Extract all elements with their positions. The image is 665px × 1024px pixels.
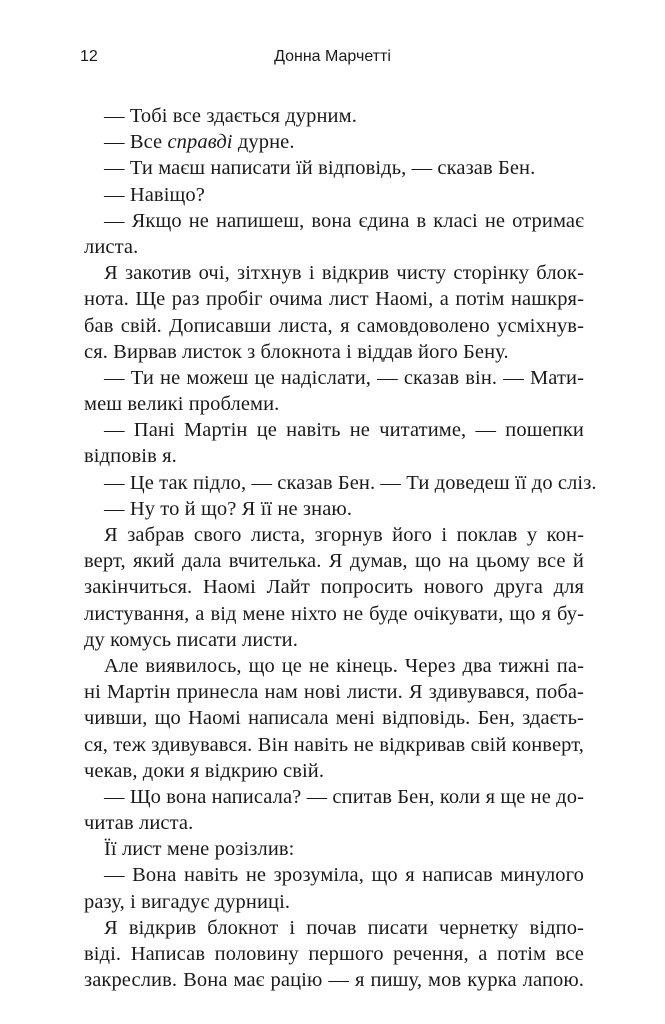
text-line: Я відкрив блокнот і почав писати чернетку відпо-: [104, 916, 584, 939]
text-line: — Ну то й що? Я її не знаю.: [104, 497, 353, 520]
text-line: — Пані Мартін це навіть не читатиме, — пошепки: [104, 419, 584, 442]
text-line: відповів я.: [84, 445, 177, 468]
text-line: меш великі проблеми.: [84, 393, 280, 416]
text-line: ся, теж здивувався. Він навіть не відкривав свій конверт,: [84, 733, 584, 756]
text-line: читав листа.: [84, 812, 194, 835]
text-line: Її лист мене розізлив:: [104, 838, 295, 861]
text-line: Але виявилось, що це не кінець. Через два тижні па-: [104, 654, 584, 677]
running-head: Донна Марчетті: [274, 48, 391, 65]
text-line: листа.: [84, 235, 139, 258]
text-line: закінчиться. Наомі Лайт попросить нового друга для: [84, 576, 584, 599]
text-line: — Навіщо?: [104, 183, 205, 206]
text-line: чекав, доки я відкрию свій.: [84, 759, 325, 782]
emphasized-word: справді: [167, 131, 233, 154]
text-line: разу, і вигадує дурниці.: [84, 890, 291, 913]
text-line: — Ти маєш написати їй відповідь, — сказав Бен.: [104, 157, 536, 180]
text-line: — Ти не можеш це надіслати, — сказав він. — Мати-: [104, 366, 584, 389]
text-line: листування, а від мене ніхто не буде очікувати, що я бу-: [84, 602, 584, 625]
text-line: Я забрав свого листа, згорнув його і поклав у кон-: [104, 524, 584, 546]
text-line: — Це так підло, — сказав Бен. — Ти доведеш її до сліз.: [104, 471, 597, 494]
text-line: — Все справді дурне.: [104, 131, 295, 154]
text-line: закреслив. Вона має рацію — я пишу, мов курка лапою.: [84, 969, 584, 992]
text-line: — Що вона написала? — спитав Бен, коли я ще не до-: [104, 785, 584, 808]
text-line: ся. Вирвав листок з блокнота і віддав його Бену.: [84, 340, 509, 363]
text-line: чивши, що Наомі написала мені відповідь. Бен, здаєть-: [84, 707, 584, 730]
text-line: нота. Ще раз пробіг очима лист Наомі, а потім нашкря-: [84, 288, 584, 311]
text-line: — Якщо не напишеш, вона єдина в класі не отримає: [104, 209, 584, 232]
text-line: бав свій. Дописавши листа, я самовдоволено усміхнув-: [84, 314, 584, 337]
text-line: — Тобі все здається дурним.: [104, 105, 357, 127]
text-line: ду комусь писати листи.: [84, 628, 298, 651]
page-body-text: [84, 103, 597, 993]
page-number: 12: [80, 48, 98, 65]
text-line: — Вона навіть не зрозуміла, що я написав минулого: [104, 864, 584, 887]
text-line: верт, який дала вчителька. Я думав, що на цьому все й: [84, 550, 584, 573]
text-line: Я закотив очі, зітхнув і відкрив чисту сторінку блок-: [104, 262, 584, 285]
text-line: віді. Написав половину першого речення, а потім все: [84, 943, 584, 965]
text-line: ні Мартін принесла нам нові листи. Я здивувався, поба-: [84, 681, 584, 704]
page-header: [80, 48, 585, 72]
